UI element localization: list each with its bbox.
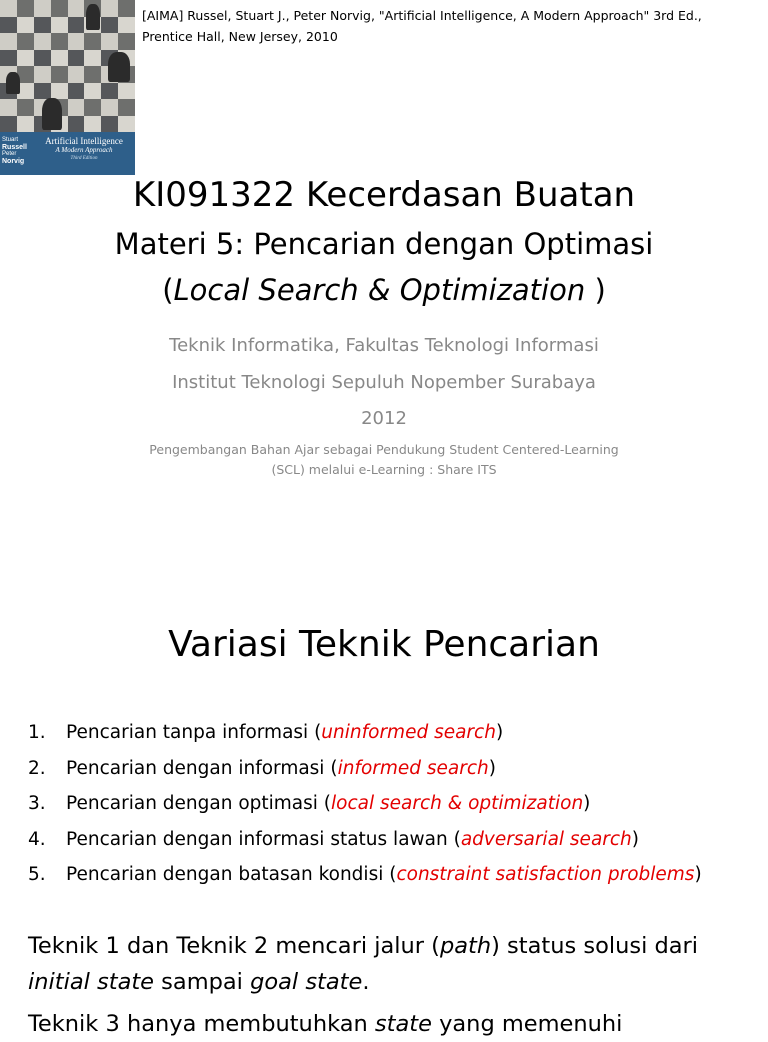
slide-title: Variasi Teknik Pencarian	[168, 624, 600, 665]
list-item: 1. Pencarian tanpa informasi (uninformed search)	[28, 722, 504, 743]
portrait-icon	[108, 52, 130, 82]
paragraph-technique-1-2: Teknik 1 dan Teknik 2 mencari jalur (path) status solusi dari initial state sampai goal state.	[28, 933, 699, 995]
technique-list	[28, 715, 768, 893]
paragraph-technique-3: Teknik 3 hanya membutuhkan state yang memenuhi	[28, 1011, 623, 1037]
department-line: Teknik Informatika, Fakultas Teknologi Informasi	[169, 335, 599, 356]
list-item: 4. Pencarian dengan informasi status lawan (adversarial search)	[28, 828, 640, 850]
year-line: 2012	[361, 408, 407, 429]
cover-authors: Stuart Russell Peter Norvig	[2, 137, 27, 165]
book-cover-image	[0, 0, 135, 175]
reference-citation: [AIMA] Russel, Stuart J., Peter Norvig, "Artificial Intelligence, A Modern Approach" 3rd Ed., Prentice Hall, New Jersey, 2010	[142, 8, 702, 44]
slide-2	[0, 576, 768, 1037]
materi-title: Materi 5: Pencarian dengan Optimasi	[114, 227, 654, 261]
portrait-icon	[42, 98, 62, 130]
english-subtitle: (Local Search & Optimization )	[162, 273, 606, 307]
list-item: 5. Pencarian dengan batasan kondisi (constraint satisfaction problems)	[28, 864, 702, 885]
list-item: 2. Pencarian dengan informasi (informed search)	[28, 757, 496, 779]
list-item: 3. Pencarian dengan optimasi (local search & optimization)	[28, 793, 591, 814]
cover-title: Artificial Intelligence A Modern Approach Third Edition	[45, 136, 123, 161]
portrait-icon	[6, 72, 20, 94]
note-line-1: Pengembangan Bahan Ajar sebagai Pendukung Student Centered-Learning	[149, 442, 619, 457]
course-title: KI091322 Kecerdasan Buatan	[132, 175, 636, 215]
portrait-icon	[86, 4, 100, 30]
note-line-2: (SCL) melalui e-Learning : Share ITS	[271, 462, 497, 477]
institution-line: Institut Teknologi Sepuluh Nopember Surabaya	[172, 372, 596, 393]
